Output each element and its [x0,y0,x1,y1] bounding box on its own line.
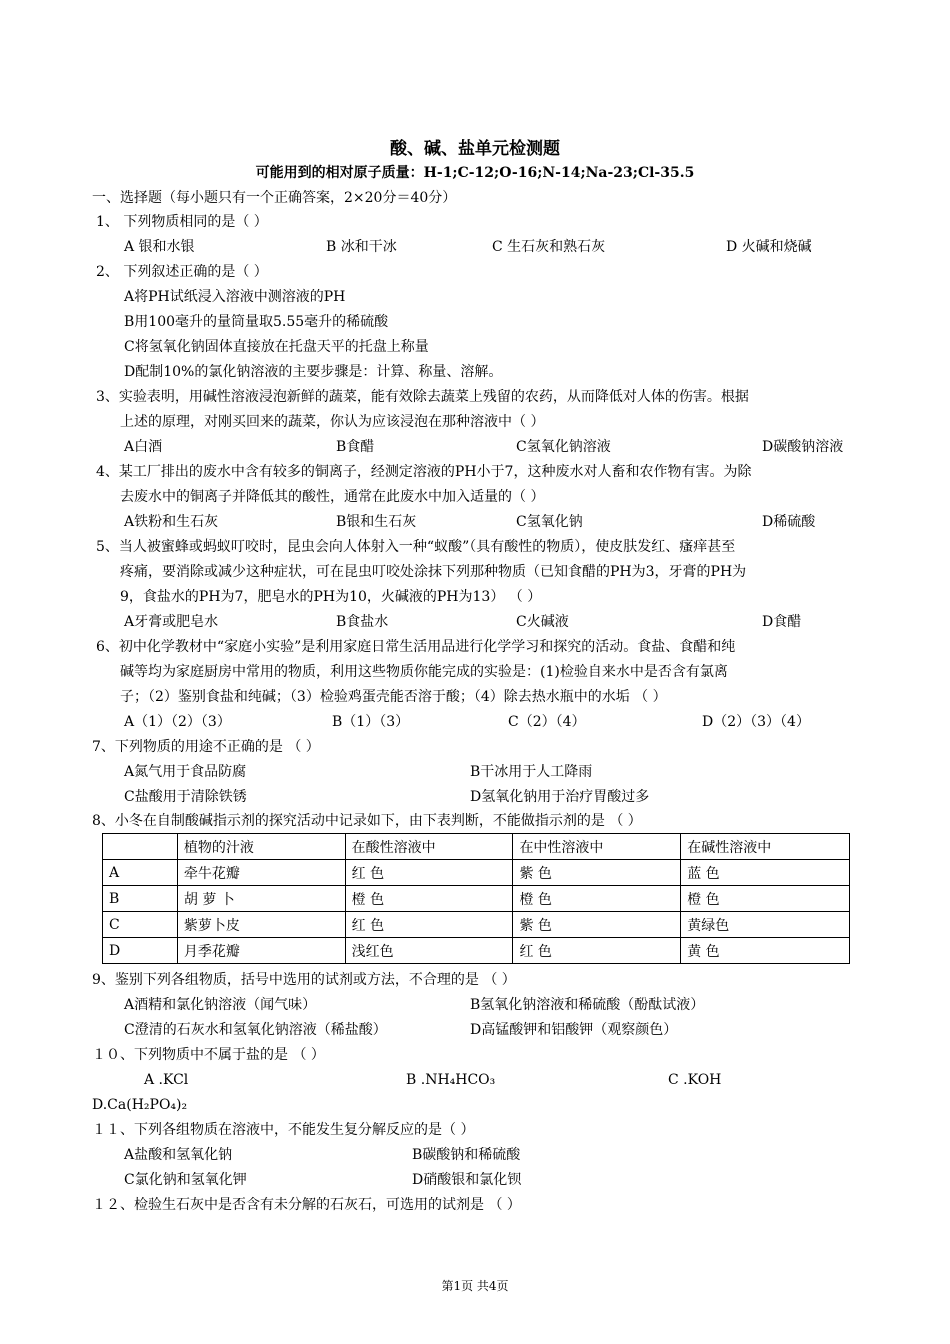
q9-option-b: B氢氧化钠溶液和稀硫酸（酚酞试液） [470,997,705,1013]
q5-option-c: C火碱液 [516,614,569,630]
table-header-cell: 在酸性溶液中 [345,834,513,860]
q6-option-d: D（2）（3）（4） [702,714,810,730]
table-cell: A [103,860,178,886]
question-5-line-1: 5、当人被蜜蜂或蚂蚁叮咬时，昆虫会向人体射入一种“蚁酸”（具有酸性的物质），使皮肤发红、瘙痒甚至 [96,539,736,555]
question-9-stem: 9、鉴别下列各组物质，括号中选用的试剂或方法，不合理的是 （ ） [92,972,516,988]
q10-option-b: B .NH₄HCO₃ [406,1072,496,1088]
table-cell: 橙 色 [345,886,513,912]
question-6-line-2: 碱等均为家庭厨房中常用的物质，利用这些物质你能完成的实验是：(1)检验自来水中是否含有氯离 [120,664,728,680]
q11-option-b: B碳酸钠和稀硫酸 [412,1147,521,1163]
question-4-line-1: 4、某工厂排出的废水中含有较多的铜离子，经测定溶液的PH小于7，这种废水对人畜和农作物有害。为除 [96,464,752,480]
table-cell: B [103,886,178,912]
q11-option-c: C氯化钠和氢氧化钾 [124,1172,247,1188]
question-3-line-2: 上述的原理，对刚买回来的蔬菜，你认为应该浸泡在那种溶液中（ ） [120,414,545,430]
question-6-line-3: 子；（2）鉴别食盐和纯碱；（3）检验鸡蛋壳能否溶于酸；（4）除去热水瓶中的水垢 （ ） [120,689,667,705]
question-7-stem: 7、下列物质的用途不正确的是 （ ） [92,739,320,755]
q3-option-d: D碳酸钠溶液 [762,439,844,455]
question-12-stem: １２、检验生石灰中是否含有未分解的石灰石，可选用的试剂是 （ ） [92,1197,521,1213]
question-6-line-1: 6、初中化学教材中“家庭小实验”是利用家庭日常生活用品进行化学学习和探究的活动。食盐、食醋和纯 [96,639,736,655]
table-cell: 黄 色 [681,938,850,964]
q3-option-b: B食醋 [336,439,375,455]
table-cell: C [103,912,178,938]
section-heading: 一、选择题（每小题只有一个正确答案，2×20分＝40分） [92,190,457,206]
table-row [103,860,850,886]
indicator-table [102,833,850,964]
q3-option-a: A白酒 [124,439,163,455]
table-cell: 牵牛花瓣 [177,860,345,886]
q1-option-b: B 冰和干冰 [326,239,397,255]
q1-option-a: A 银和水银 [124,239,195,255]
table-cell: 胡 萝 卜 [177,886,345,912]
q2-option-b: B用100毫升的量筒量取5.55毫升的稀硫酸 [124,314,389,330]
q9-option-a: A酒精和氯化钠溶液（闻气味） [124,997,317,1013]
q1-option-c: C 生石灰和熟石灰 [492,239,606,255]
q2-option-d: D配制10%的氯化钠溶液的主要步骤是：计算、称量、溶解。 [124,364,503,380]
q7-option-a: A氮气用于食品防腐 [124,764,247,780]
table-cell: D [103,938,178,964]
q2-option-c: C将氢氧化钠固体直接放在托盘天平的托盘上称量 [124,339,429,355]
table-cell: 橙 色 [513,886,681,912]
table-cell: 橙 色 [681,886,850,912]
table-cell: 紫 色 [513,860,681,886]
table-cell: 紫 色 [513,912,681,938]
question-5-line-3: 9，食盐水的PH为7，肥皂水的PH为10，火碱液的PH为13） （ ） [120,589,542,605]
q10-option-d: D.Ca(H₂PO₄)₂ [92,1097,188,1113]
q10-option-c: C .KOH [668,1072,722,1088]
q5-option-a: A牙膏或肥皂水 [124,614,219,630]
q10-option-a: A .KCl [144,1072,189,1088]
question-4-line-2: 去废水中的铜离子并降低其的酸性，通常在此废水中加入适量的（ ） [120,489,545,505]
table-header-row [103,834,850,860]
q5-option-b: B食盐水 [336,614,389,630]
q7-option-b: B干冰用于人工降雨 [470,764,593,780]
table-header-cell: 在中性溶液中 [513,834,681,860]
q3-option-c: C氢氧化钠溶液 [516,439,611,455]
q4-option-b: B银和生石灰 [336,514,417,530]
table-cell: 红 色 [513,938,681,964]
table-cell: 浅红色 [345,938,513,964]
table-cell: 红 色 [345,912,513,938]
q5-option-d: D食醋 [762,614,802,630]
table-header-cell: 植物的汁液 [177,834,345,860]
q4-option-d: D稀硫酸 [762,514,816,530]
table-cell: 月季花瓣 [177,938,345,964]
q2-option-a: A将PH试纸浸入溶液中测溶液的PH [124,289,346,305]
table-header-cell [103,834,178,860]
table-row [103,938,850,964]
q1-option-d: D 火碱和烧碱 [726,239,812,255]
table-row [103,912,850,938]
q6-option-b: B（1）（3） [332,714,410,730]
q4-option-c: C氢氧化钠 [516,514,583,530]
q7-option-d: D氢氧化钠用于治疗胃酸过多 [470,789,650,805]
question-10-stem: １０、下列物质中不属于盐的是 （ ） [92,1047,325,1063]
table-header-cell: 在碱性溶液中 [681,834,850,860]
question-5-line-2: 疼痛，要消除或减少这种症状，可在昆虫叮咬处涂抹下列那种物质（已知食醋的PH为3，牙膏的PH为 [120,564,747,580]
question-2-stem: 2、 下列叙述正确的是（ ） [96,264,268,280]
question-8-stem: 8、小冬在自制酸碱指示剂的探究活动中记录如下，由下表判断，不能做指示剂的是 （ ） [92,813,642,829]
q6-option-c: C（2）（4） [508,714,586,730]
table-cell: 蓝 色 [681,860,850,886]
question-1-stem: 1、 下列物质相同的是（ ） [96,214,268,230]
atomic-mass-note: 可能用到的相对原子质量：H-1;C-12;O-16;N-14;Na-23;Cl-35.5 [255,165,695,181]
q9-option-d: D高锰酸钾和铝酸钾（观察颜色） [470,1022,678,1038]
table-cell: 紫萝卜皮 [177,912,345,938]
question-3-line-1: 3、实验表明，用碱性溶液浸泡新鲜的蔬菜，能有效除去蔬菜上残留的农药，从而降低对人体的伤害。根据 [96,389,749,405]
table-cell: 黄绿色 [681,912,850,938]
q11-option-d: D硝酸银和氯化钡 [412,1172,522,1188]
q7-option-c: C盐酸用于清除铁锈 [124,789,247,805]
q6-option-a: A（1）（2）（3） [124,714,231,730]
page-title: 酸、碱、盐单元检测题 [390,139,560,159]
question-11-stem: １１、下列各组物质在溶液中，不能发生复分解反应的是（ ） [92,1122,475,1138]
q11-option-a: A盐酸和氢氧化钠 [124,1147,233,1163]
q9-option-c: C澄清的石灰水和氢氧化钠溶液（稀盐酸） [124,1022,387,1038]
table-cell: 红 色 [345,860,513,886]
table-row [103,886,850,912]
q4-option-a: A铁粉和生石灰 [124,514,219,530]
page-footer: 第1页 共4页 [441,1279,509,1293]
